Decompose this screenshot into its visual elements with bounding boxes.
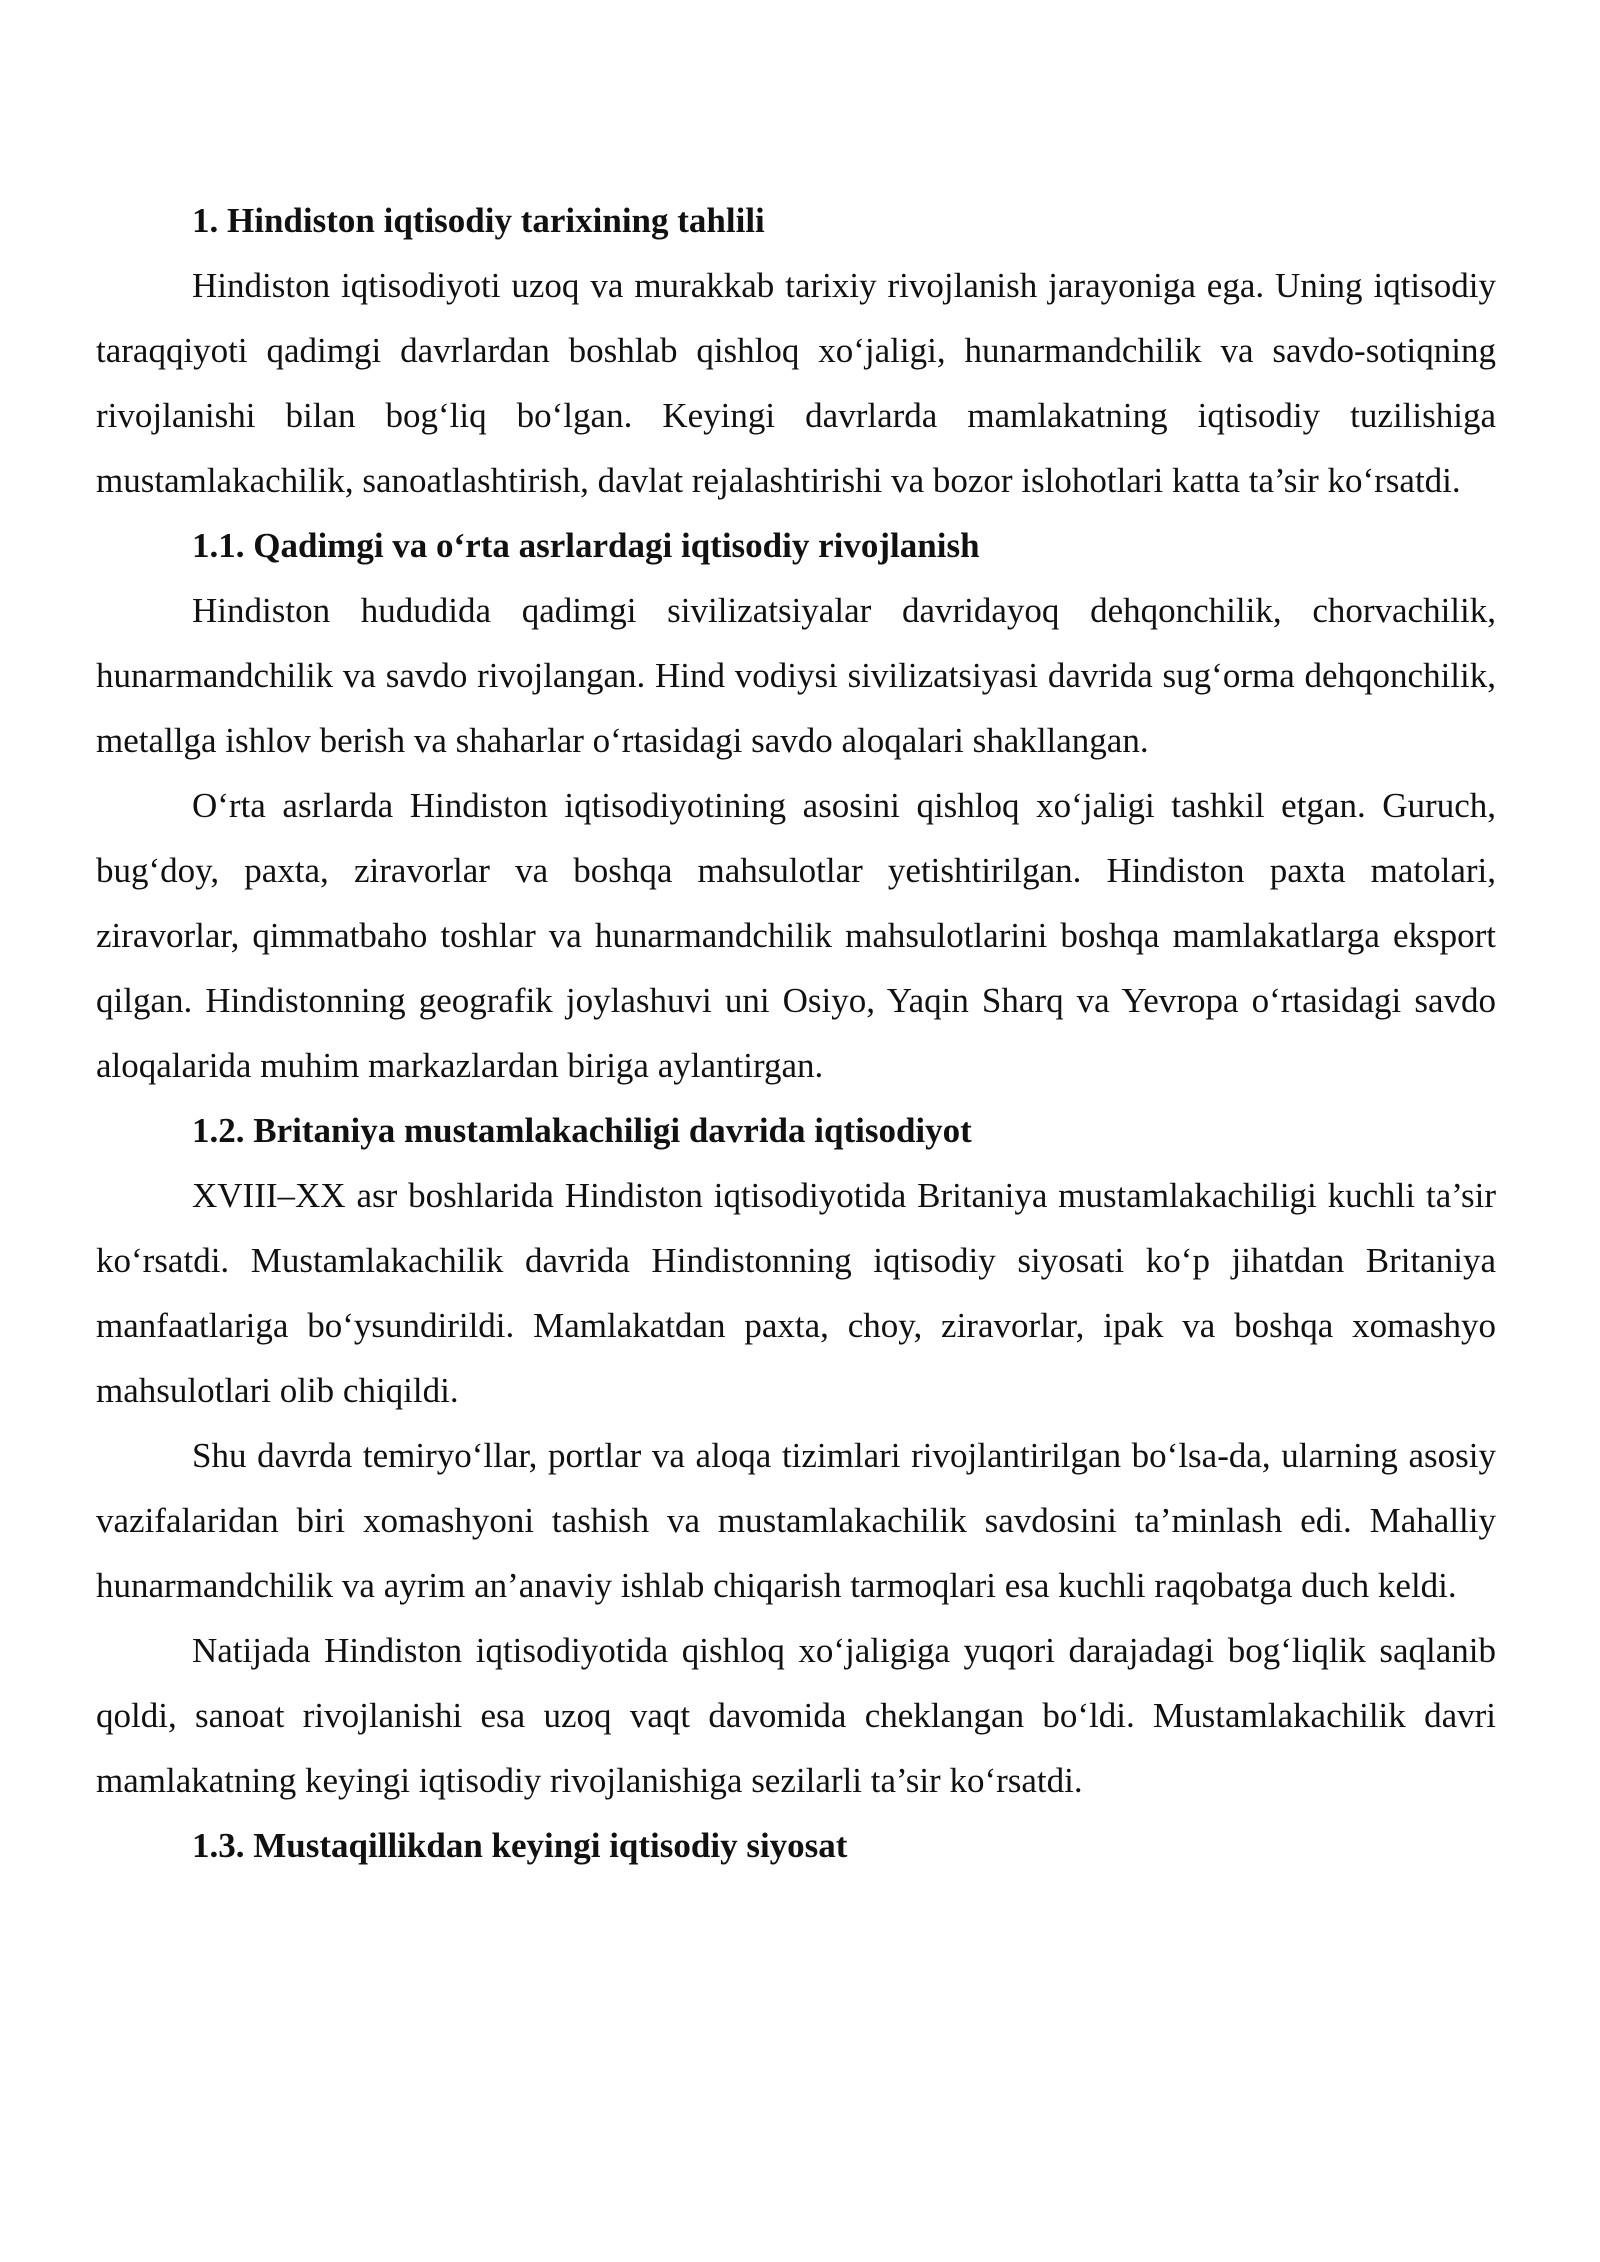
paragraph-infrastructure: Shu davrda temiryo‘llar, portlar va aloqa tizimlari rivojlantirilgan bo‘lsa-da, ularning asosiy vazifalaridan biri xomashyoni tashish va mustamlakachilik savdosini ta’minlash edi. Mahalliy hunarmandchilik va ayrim an’anaviy ishlab chiqarish tarmoqlari esa kuchli raqobatga duch keldi. <box>96 1436 1496 1605</box>
section-heading-1-1: 1.1. Qadimgi va o‘rta asrlardagi iqtisodiy rivojlanish <box>192 526 980 565</box>
section-heading-1-2: 1.2. Britaniya mustamlakachiligi davrida iqtisodiyot <box>192 1111 972 1150</box>
document-page <box>96 188 1496 1878</box>
paragraph-ancient-civilizations: Hindiston hududida qadimgi sivilizatsiyalar davridayoq dehqonchilik, chorvachilik, hunarmandchilik va savdo rivojlangan. Hind vodiysi sivilizatsiyasi davrida sug‘orma dehqonchilik, metallga ishlov berish va shaharlar o‘rtasidagi savdo aloqalari shakllangan. <box>96 591 1496 760</box>
paragraph-middle-ages: O‘rta asrlarda Hindiston iqtisodiyotining asosini qishloq xo‘jaligi tashkil etgan. Guruch, bug‘doy, paxta, ziravorlar va boshqa mahsulotlar yetishtirilgan. Hindiston paxta matolari, ziravorlar, qimmatbaho toshlar va hunarmandchilik mahsulotlarini boshqa mamlakatlarga eksport qilgan. Hindistonning geografik joylashuvi uni Osiyo, Yaqin Sharq va Yevropa o‘rtasidagi savdo aloqalarida muhim markazlardan biriga aylantirgan. <box>96 786 1496 1085</box>
paragraph-colonial-influence: XVIII–XX asr boshlarida Hindiston iqtisodiyotida Britaniya mustamlakachiligi kuchli ta’sir ko‘rsatdi. Mustamlakachilik davrida Hindistonning iqtisodiy siyosati ko‘p jihatdan Britaniya manfaatlariga bo‘ysundirildi. Mamlakatdan paxta, choy, ziravorlar, ipak va boshqa xomashyo mahsulotlari olib chiqildi. <box>96 1176 1496 1410</box>
section-heading-1: 1. Hindiston iqtisodiy tarixining tahlili <box>192 201 765 240</box>
paragraph-intro: Hindiston iqtisodiyoti uzoq va murakkab tarixiy rivojlanish jarayoniga ega. Uning iqtisodiy taraqqiyoti qadimgi davrlardan boshlab qishloq xo‘jaligi, hunarmandchilik va savdo-sotiqning rivojlanishi bilan bog‘liq bo‘lgan. Keyingi davrlarda mamlakatning iqtisodiy tuzilishiga mustamlakachilik, sanoatlashtirish, davlat rejalashtirishi va bozor islohotlari katta ta’sir ko‘rsatdi. <box>96 266 1496 500</box>
section-heading-1-3: 1.3. Mustaqillikdan keyingi iqtisodiy siyosat <box>192 1826 848 1865</box>
paragraph-consequences: Natijada Hindiston iqtisodiyotida qishloq xo‘jaligiga yuqori darajadagi bog‘liqlik saqlanib qoldi, sanoat rivojlanishi esa uzoq vaqt davomida cheklangan bo‘ldi. Mustamlakachilik davri mamlakatning keyingi iqtisodiy rivojlanishiga sezilarli ta’sir ko‘rsatdi. <box>96 1631 1496 1800</box>
